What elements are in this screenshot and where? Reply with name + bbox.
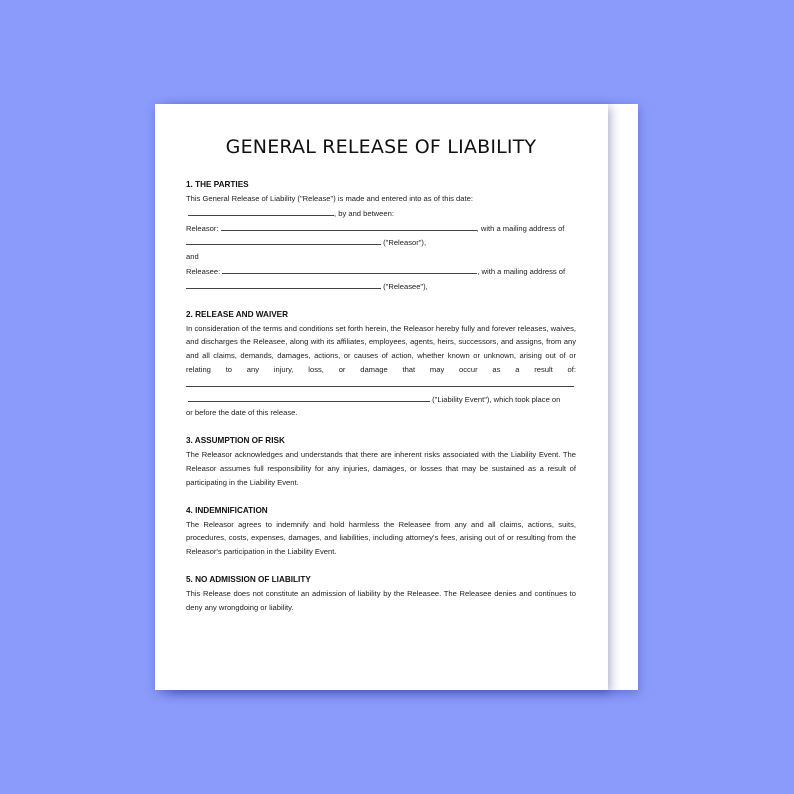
date-suffix: , by and between: bbox=[334, 208, 394, 218]
document-title: GENERAL RELEASE OF LIABILITY bbox=[225, 136, 537, 158]
releasor-address-line bbox=[186, 235, 576, 250]
document-page bbox=[155, 104, 608, 690]
releasor-line bbox=[186, 221, 576, 236]
releasee-label: Releasee: bbox=[186, 266, 221, 276]
section-parties bbox=[186, 178, 576, 294]
date-blank[interactable] bbox=[188, 206, 334, 216]
and-line: and bbox=[186, 252, 199, 262]
section-no-admission bbox=[186, 573, 576, 615]
event-blank-2[interactable] bbox=[188, 392, 430, 402]
releasor-mailing-suffix: , with a mailing address of bbox=[476, 223, 565, 233]
event-blank-line bbox=[186, 377, 576, 392]
section-indemnification bbox=[186, 504, 576, 559]
releasee-address-line bbox=[186, 279, 576, 294]
indemnification-body: The Releasor agrees to indemnify and hold harmless the Releasee from any and all claims, actions, suits, procedures, costs, expenses, damages, and liabilities, including attorney's fees, arising out of or resulting from the Releasor's participation in the Liability Event. bbox=[186, 519, 576, 557]
section-heading: 2. RELEASE AND WAIVER bbox=[186, 309, 289, 319]
event-blank-1[interactable] bbox=[186, 377, 574, 387]
section-heading: 5. NO ADMISSION OF LIABILITY bbox=[186, 574, 311, 584]
releasee-address-blank[interactable] bbox=[186, 279, 381, 289]
releasor-tag: ("Releasor"), bbox=[383, 238, 427, 248]
releasor-name-blank[interactable] bbox=[221, 221, 477, 231]
event-end: or before the date of this release. bbox=[186, 408, 298, 418]
risk-body: The Releasor acknowledges and understands that there are inherent risks associated with the Liability Event. The Releasor assumes full responsibility for any injuries, damages, or losses that may be sustained as a result of participating in the Liability Event. bbox=[186, 450, 576, 487]
releasee-name-blank[interactable] bbox=[222, 264, 477, 274]
section-heading: 4. INDEMNIFICATION bbox=[186, 505, 268, 515]
parties-intro: This General Release of Liability ("Release") is made and entered into as of this date: bbox=[186, 194, 473, 203]
releasee-mailing-suffix: , with a mailing address of bbox=[477, 266, 566, 276]
no-admission-body: This Release does not constitute an admission of liability by the Releasee. The Releasee denies and continues to deny any wrongdoing or liability. bbox=[186, 588, 576, 612]
releasor-address-blank[interactable] bbox=[186, 235, 381, 245]
section-risk bbox=[186, 434, 576, 489]
releasee-tag: ("Releasee"), bbox=[383, 281, 428, 291]
section-release bbox=[186, 308, 576, 421]
section-heading: 1. THE PARTIES bbox=[186, 180, 249, 189]
releasor-label: Releasor: bbox=[186, 223, 219, 233]
date-line bbox=[186, 206, 576, 221]
releasee-line bbox=[186, 264, 576, 279]
release-body: In consideration of the terms and conditions set forth herein, the Releasor hereby fully and forever releases, waives, and discharges the Releasee, along with its affiliates, employees, agents, heirs, successors, and assigns, from any and all claims, demands, damages, actions, or causes of action, whether known or unknown, arising out of or relating to any injury, loss, or damage that may occur as a result of: bbox=[186, 323, 576, 374]
event-tag: ("Liability Event"), which took place on bbox=[432, 394, 561, 404]
section-heading: 3. ASSUMPTION OF RISK bbox=[186, 436, 285, 446]
event-tag-line bbox=[186, 392, 576, 407]
